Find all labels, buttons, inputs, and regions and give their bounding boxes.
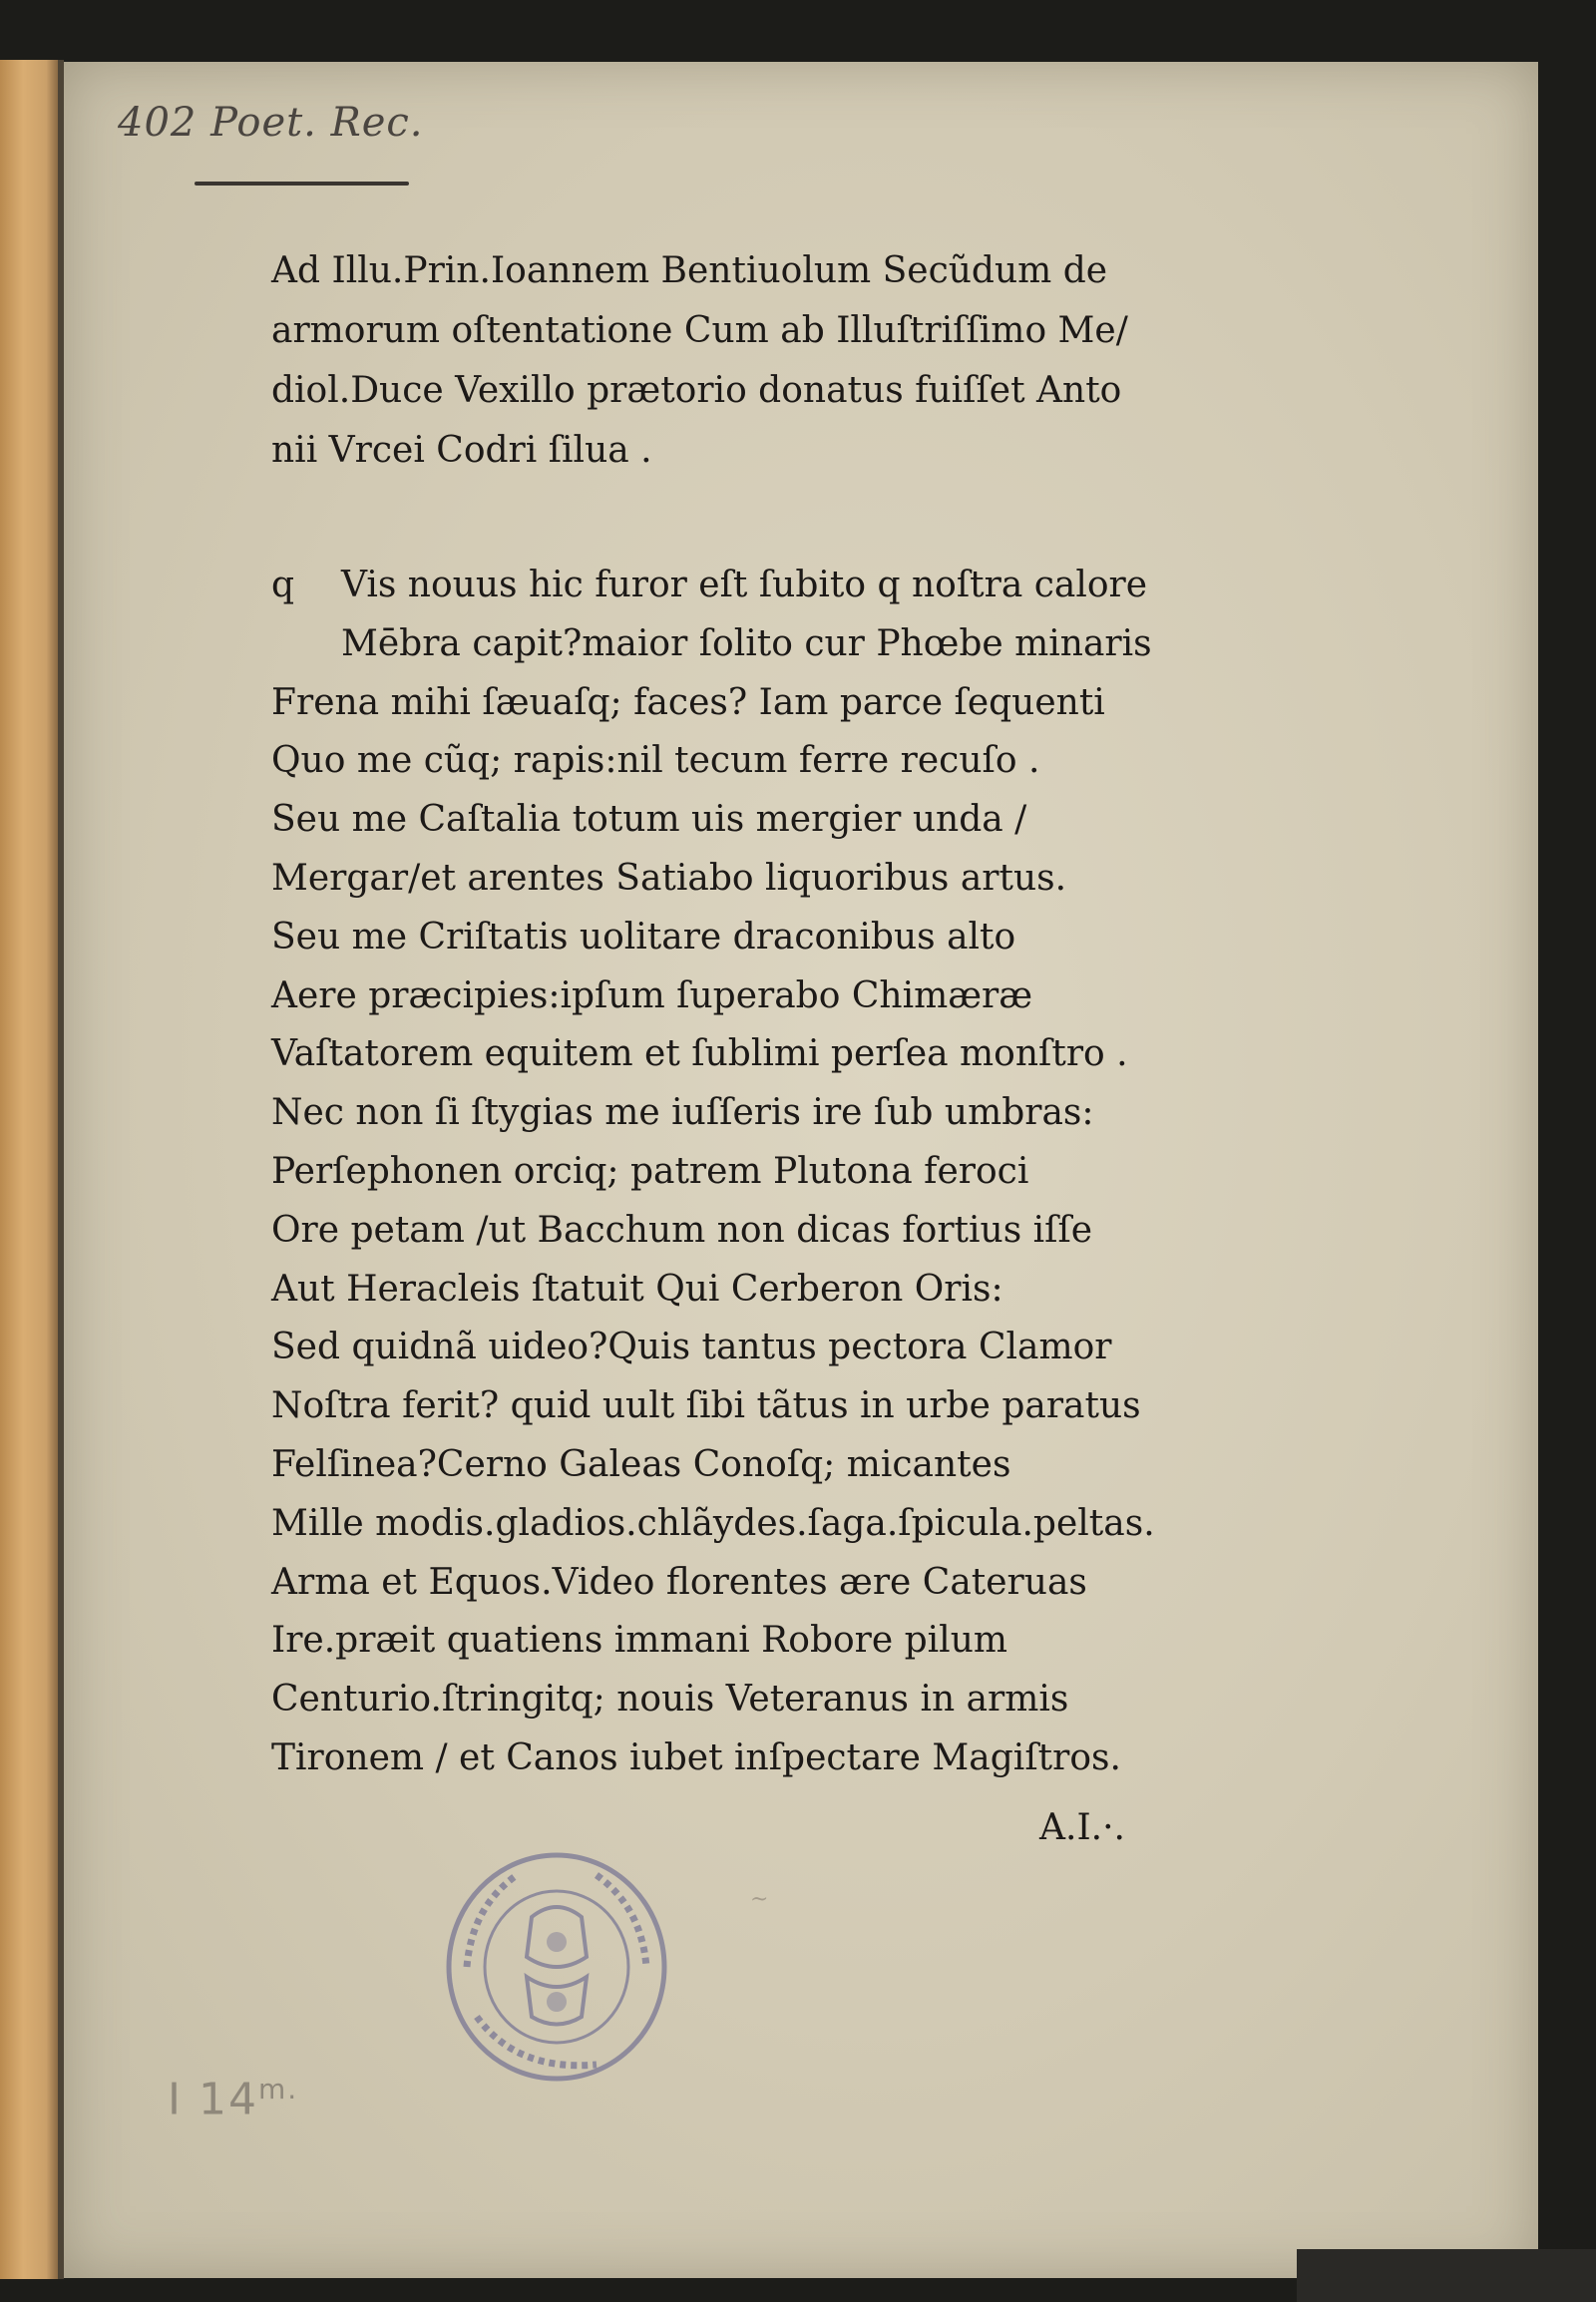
faint-pencil-note: ~	[750, 1887, 769, 1912]
verse-line: Centurio.ſtringitq; nouis Veteranus in armis	[271, 1679, 1069, 1721]
title-line: diol.Duce Vexillo prætorio donatus fuiſſet Anto	[271, 370, 1122, 411]
verse-line: Ire.præit quatiens immani Robore pilum	[271, 1620, 1008, 1662]
pencil-shelf-number	[168, 2073, 298, 2125]
verse-line: Perſephonen orciq; patrem Plutona feroci	[271, 1150, 1029, 1192]
verse-line	[271, 557, 1269, 615]
verse-line: Aut Heracleis ſtatuit Qui Cerberon Oris:	[271, 1268, 1003, 1310]
verse-line: Tironem / et Canos iubet inſpectare Magiſtros.	[271, 1736, 1121, 1778]
verse-line: Seu me Criſtatis uolitare draconibus alto	[271, 916, 1016, 958]
verse-line: Aere præcipies:ipſum ſuperabo Chimæræ	[271, 974, 1033, 1016]
pencil-shelf-number-text: I 14	[168, 2074, 258, 2125]
verse-line: Felſinea?Cerno Galeas Conoſq; micantes	[271, 1443, 1011, 1485]
verse-line: Arma et Equos.Video florentes ære Cateruas	[271, 1561, 1087, 1603]
verse-line: Vaſtatorem equitem et ſublimi perſea monſtro .	[271, 1033, 1128, 1075]
guide-letter: q	[271, 565, 295, 605]
title-line: nii Vrcei Codri ſilua .	[271, 430, 652, 471]
signature: A.I.·.	[1039, 1807, 1125, 1848]
verse-first-text: Vis nouus hic furor eſt ſubito q noſtra calore	[341, 565, 1148, 605]
verse-line: Mēbra capit?maior ſolito cur Phœbe minaris	[341, 622, 1152, 664]
handwritten-shelfmark: 402 Poet. Rec.	[118, 100, 424, 146]
title-block	[271, 241, 1249, 481]
verse-line: Seu me Caſtalia totum uis mergier unda /	[271, 799, 1027, 841]
pencil-shelf-superscript: m.	[257, 2073, 299, 2106]
title-line: armorum oſtentatione Cum ab Illuſtriſſimo Me/	[271, 310, 1128, 351]
verse-line: Frena mihi ſæuaſq; faces? Iam parce ſequenti	[271, 681, 1105, 723]
verse-line: Ore petam /ut Bacchum non dicas fortius iſſe	[271, 1209, 1093, 1251]
verse-block	[271, 557, 1269, 1788]
verse-line: Nec non ſi ſtygias me iuſſeris ire ſub umbras:	[271, 1092, 1094, 1134]
verse-line: Quo me cũq; rapis:nil tecum ferre recuſo .	[271, 740, 1040, 782]
adjacent-leaf-edge	[0, 60, 58, 2279]
title-line: Ad Illu.Prin.Ioannem Bentiuolum Secũdum de	[271, 250, 1108, 291]
verse-line: Mille modis.gladios.chlãydes.ſaga.ſpicula.peltas.	[271, 1502, 1155, 1544]
verse-line: Noſtra ferit? quid uult ſibi tãtus in urbe paratus	[271, 1385, 1141, 1427]
verse-line: Mergar/et arentes Satiabo liquoribus artus.	[271, 857, 1067, 899]
scanner-edge	[1297, 2249, 1596, 2302]
library-stamp	[437, 1847, 676, 2087]
verse-line: Sed quidnã uideo?Quis tantus pectora Clamor	[271, 1327, 1112, 1368]
shelfmark-underline	[195, 182, 409, 186]
